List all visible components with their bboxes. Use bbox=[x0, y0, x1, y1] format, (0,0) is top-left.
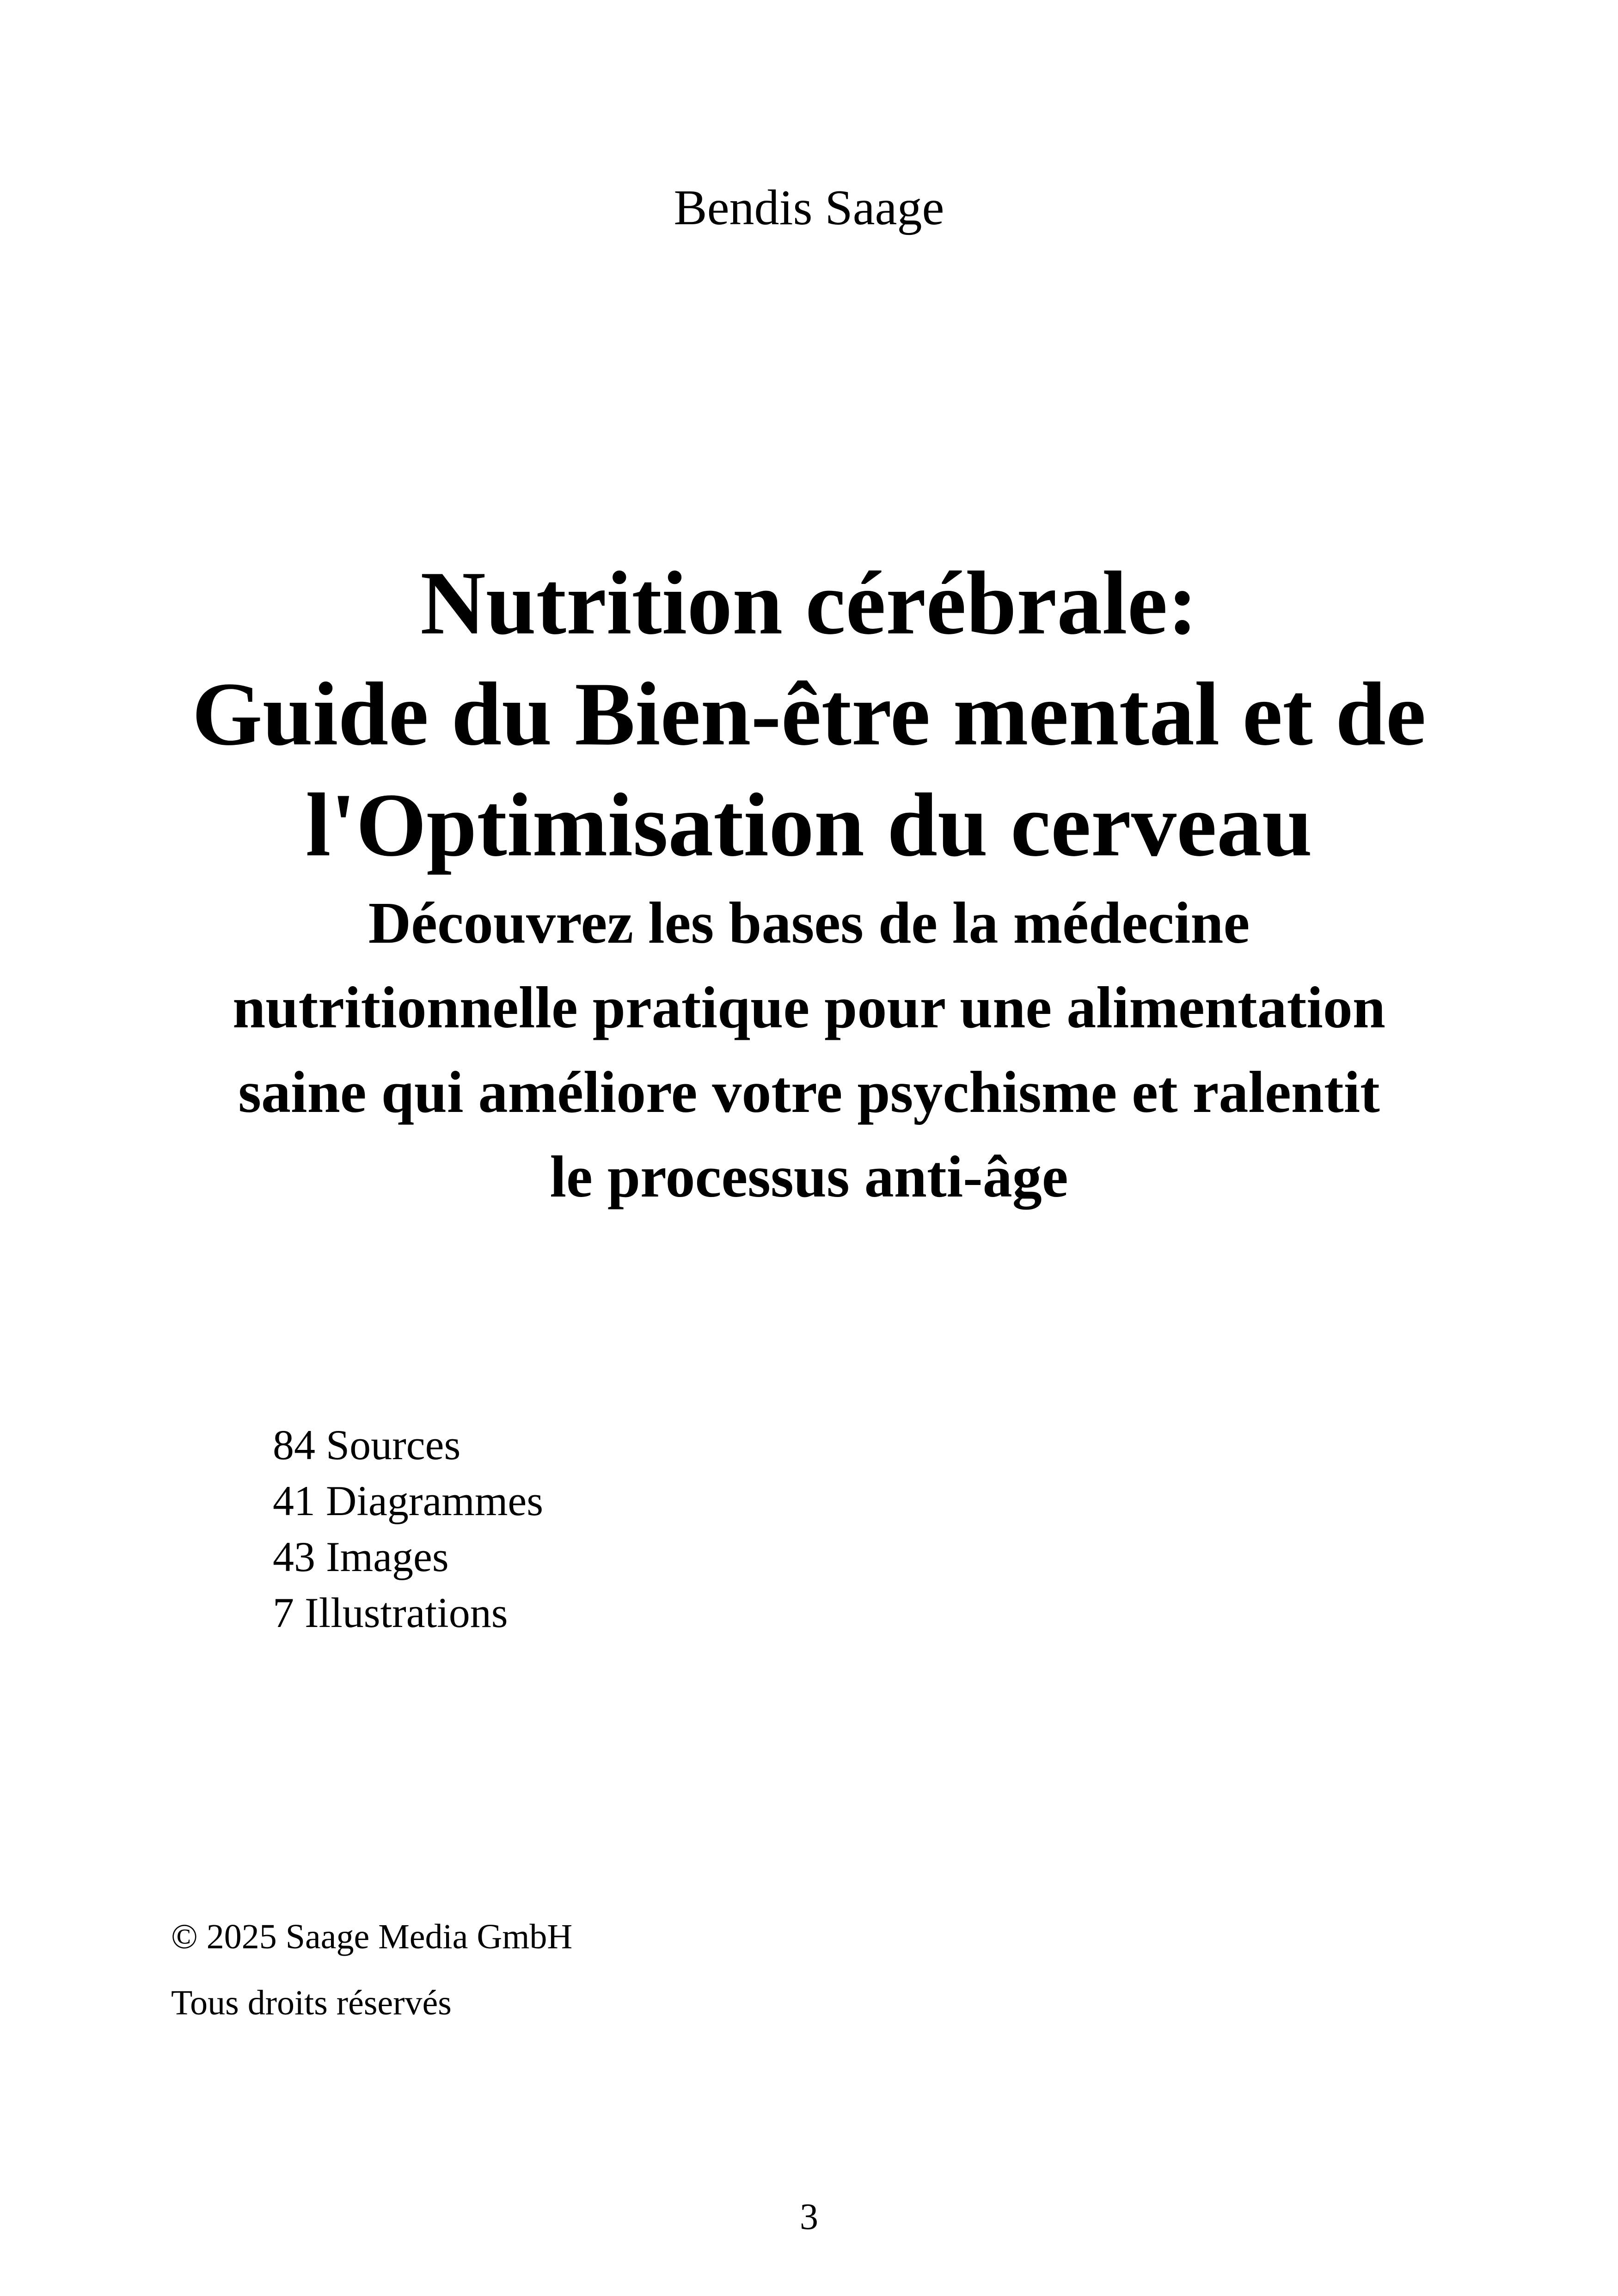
stat-sources: 84 Sources bbox=[273, 1421, 461, 1468]
content-stats-list bbox=[273, 1417, 543, 1641]
subtitle-line: Découvrez les bases de la médecine bbox=[368, 890, 1250, 956]
book-subtitle bbox=[116, 881, 1502, 1219]
title-line: l'Optimisation du cerveau bbox=[306, 775, 1312, 875]
book-title bbox=[116, 548, 1502, 881]
rights-notice: Tous droits réservés bbox=[171, 1983, 452, 2022]
copyright-notice: © 2025 Saage Media GmbH bbox=[171, 1917, 573, 1956]
stat-diagrams: 41 Diagrammes bbox=[273, 1477, 544, 1524]
stat-images: 43 Images bbox=[273, 1533, 449, 1580]
page-number: 3 bbox=[800, 2197, 818, 2237]
subtitle-line: le processus anti-âge bbox=[550, 1144, 1068, 1209]
stat-illustrations: 7 Illustrations bbox=[273, 1589, 508, 1636]
title-line: Nutrition cérébrale: bbox=[420, 553, 1198, 653]
author-name: Bendis Saage bbox=[674, 180, 944, 235]
title-line: Guide du Bien-être mental et de bbox=[192, 664, 1426, 764]
subtitle-line: saine qui améliore votre psychisme et ralentit bbox=[238, 1059, 1380, 1125]
subtitle-line: nutritionnelle pratique pour une alimentation bbox=[233, 975, 1385, 1040]
